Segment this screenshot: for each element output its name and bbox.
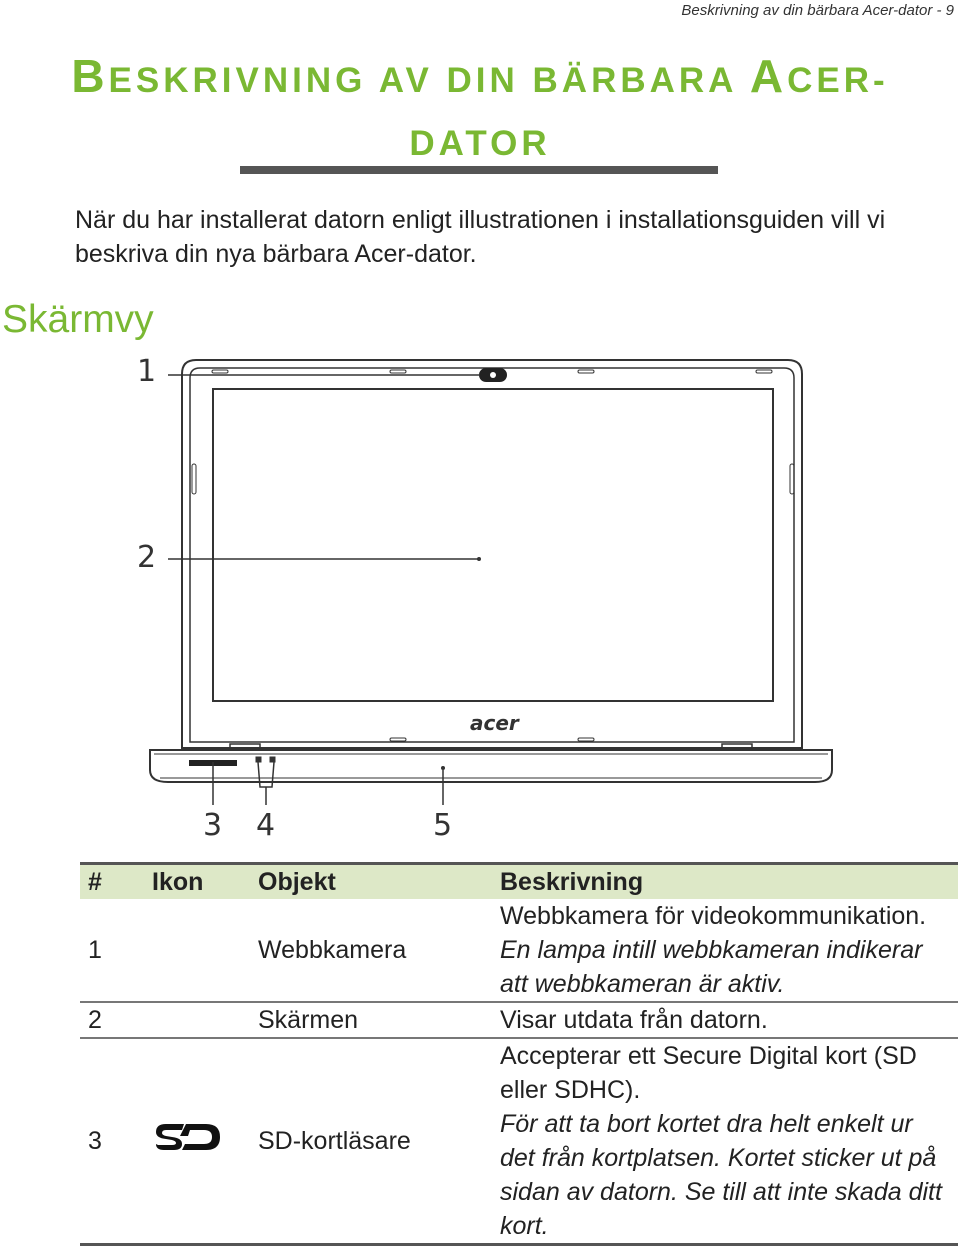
- intro-paragraph: När du har installerat datorn enligt illustrationen i installationsguiden vill vi beskriva din nya bärbara Acer-dator.: [75, 206, 886, 268]
- header-object: Objekt: [250, 864, 492, 900]
- row-icon: [144, 1038, 250, 1245]
- title-part-2: CER-: [787, 61, 889, 100]
- section-heading: Skärmvy: [2, 298, 154, 341]
- title-rule: [240, 166, 718, 174]
- table-row: [80, 1002, 958, 1038]
- title-part-1: ESKRIVNING AV DIN BÄRBARA: [108, 61, 750, 100]
- desc-italic: För att ta bort kortet dra helt enkelt ur det från kortplatsen. Kortet sticker ut på sidan av datorn. Se till att inte skada ditt kort.: [500, 1110, 942, 1240]
- row-description: [492, 899, 958, 1002]
- desc-normal: Visar utdata från datorn.: [500, 1006, 768, 1034]
- row-num: 1: [88, 936, 102, 964]
- desc-normal: Accepterar ett Secure Digital kort (SD eller SDHC).: [500, 1042, 917, 1104]
- row-object: Webbkamera: [258, 936, 407, 964]
- laptop-illustration: [0, 350, 960, 850]
- row-num: 3: [80, 1038, 144, 1245]
- acer-logo: acer: [470, 711, 519, 735]
- row-object: Skärmen: [250, 1002, 492, 1038]
- row-description: [492, 1038, 958, 1245]
- running-header: Beskrivning av din bärbara Acer-dator - 9: [681, 2, 954, 19]
- header-icon: Ikon: [144, 864, 250, 900]
- laptop-front-figure: [0, 350, 960, 855]
- title-line-2: DATOR: [409, 124, 551, 163]
- callout-5: 5: [433, 808, 453, 843]
- callout-1: 1: [137, 354, 157, 389]
- table-header-row: [80, 864, 958, 900]
- row-icon: [144, 899, 250, 1002]
- callout-2: 2: [137, 540, 157, 575]
- header-num: #: [80, 864, 144, 900]
- row-num: 2: [80, 1002, 144, 1038]
- callout-3: 3: [203, 808, 223, 843]
- title-cap-b: B: [71, 50, 109, 102]
- spec-table: [80, 862, 958, 1246]
- chapter-title: [0, 48, 960, 172]
- header-description: Beskrivning: [492, 864, 958, 900]
- desc-italic: En lampa intill webbkameran indikerar att webbkameran är aktiv.: [500, 936, 923, 998]
- sd-card-icon: [152, 1122, 222, 1152]
- row-icon: [144, 1002, 250, 1038]
- desc-normal: Webbkamera för videokommunikation.: [500, 902, 927, 930]
- row-description: [492, 1002, 958, 1038]
- row-object: SD-kortläsare: [250, 1038, 492, 1245]
- callout-4: 4: [256, 808, 276, 843]
- table-row: [80, 1038, 958, 1245]
- table-row: [80, 899, 958, 1002]
- title-cap-a: A: [749, 50, 788, 102]
